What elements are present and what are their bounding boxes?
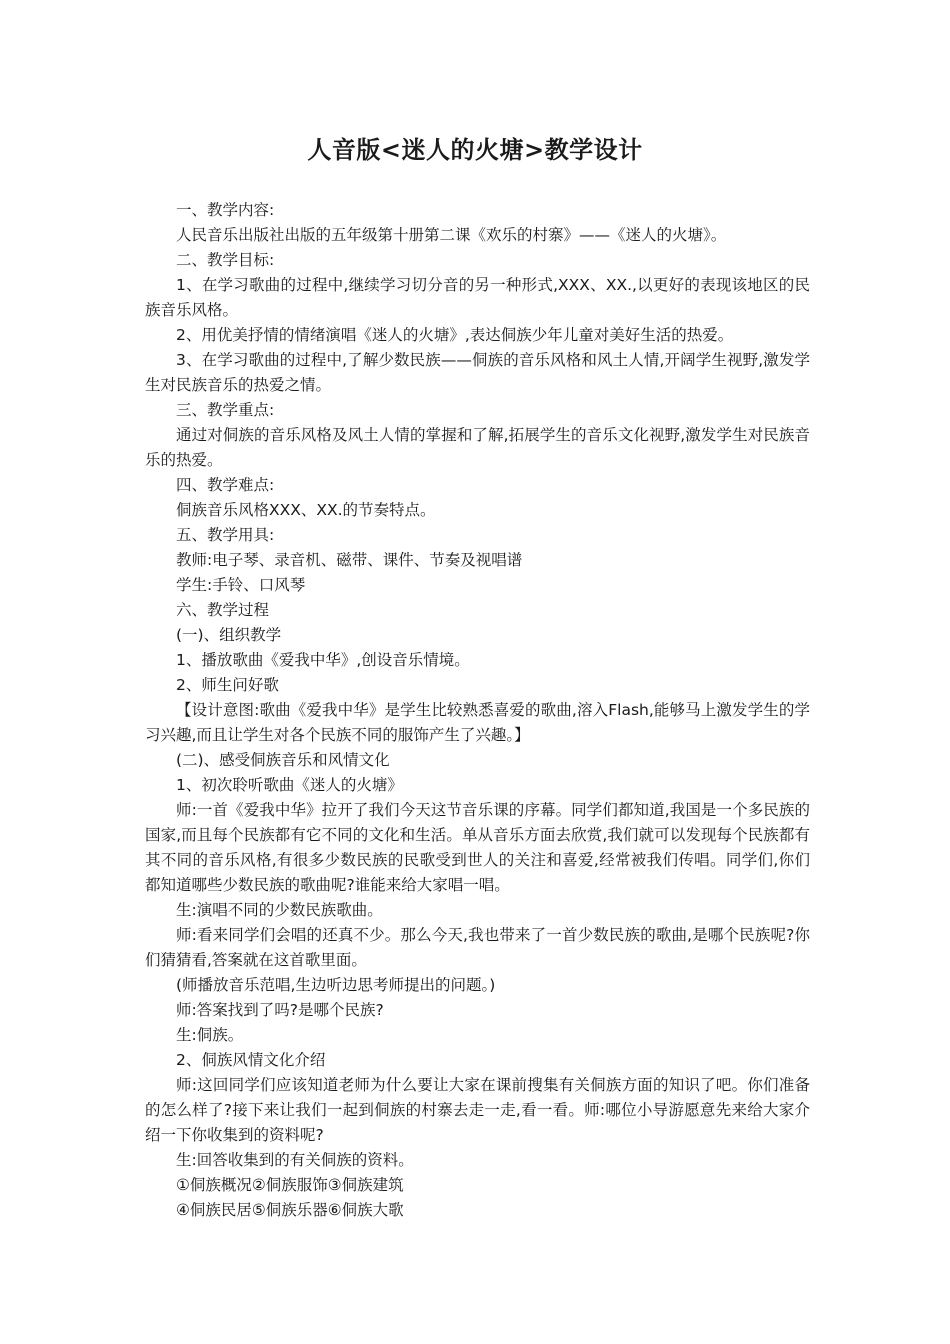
paragraph: 3、在学习歌曲的过程中,了解少数民族——侗族的音乐风格和风土人情,开阔学生视野,激发学生对民族音乐的热爱之情。 bbox=[145, 351, 810, 394]
paragraph: 2、用优美抒情的情绪演唱《迷人的火塘》,表达侗族少年儿童对美好生活的热爱。 bbox=[176, 326, 734, 344]
subsection-heading: (二)、感受侗族音乐和风情文化 bbox=[176, 751, 390, 769]
dialogue-teacher: 师:答案找到了吗?是哪个民族? bbox=[176, 1001, 384, 1019]
paragraph: 2、师生问好歌 bbox=[176, 676, 279, 694]
section-heading: 一、教学内容: bbox=[176, 201, 275, 219]
dialogue-teacher: 师:这回同学们应该知道老师为什么要让大家在课前搜集有关侗族方面的知识了吧。你们准备的怎么样了?接下来让我们一起到侗族的村寨去走一走,看一看。师:哪位小导游愿意先来给大家介绍一下你收集到的资料呢? bbox=[145, 1076, 810, 1144]
paragraph: 1、初次聆听歌曲《迷人的火塘》 bbox=[176, 776, 403, 794]
stage-direction: (师播放音乐范唱,生边听边思考师提出的问题。) bbox=[176, 976, 496, 994]
document-title: 人音版<迷人的火塘>教学设计 bbox=[307, 136, 643, 164]
paragraph: 学生:手铃、口风琴 bbox=[176, 576, 306, 594]
paragraph: 教师:电子琴、录音机、磁带、课件、节奏及视唱谱 bbox=[176, 551, 523, 569]
paragraph: 人民音乐出版社出版的五年级第十册第二课《欢乐的村寨》——《迷人的火塘》。 bbox=[176, 226, 727, 244]
paragraph: 1、播放歌曲《爱我中华》,创设音乐情境。 bbox=[176, 651, 470, 669]
document-body bbox=[145, 198, 810, 1223]
paragraph: 1、在学习歌曲的过程中,继续学习切分音的另一种形式,XXX、XX.,以更好的表现该地区的民族音乐风格。 bbox=[145, 276, 810, 319]
paragraph: 2、侗族风情文化介绍 bbox=[176, 1051, 326, 1069]
dialogue-student: 生:侗族。 bbox=[176, 1026, 244, 1044]
list-line: ①侗族概况②侗族服饰③侗族建筑 bbox=[176, 1176, 404, 1194]
section-heading: 四、教学难点: bbox=[176, 476, 275, 494]
paragraph: 通过对侗族的音乐风格及风土人情的掌握和了解,拓展学生的音乐文化视野,激发学生对民族音乐的热爱。 bbox=[145, 426, 810, 469]
section-heading: 六、教学过程 bbox=[176, 601, 270, 619]
section-heading: 二、教学目标: bbox=[176, 251, 275, 269]
dialogue-teacher: 师:看来同学们会唱的还真不少。那么今天,我也带来了一首少数民族的歌曲,是哪个民族呢?你们猜猜看,答案就在这首歌里面。 bbox=[145, 926, 810, 969]
paragraph: 侗族音乐风格XXX、XX.的节奏特点。 bbox=[176, 501, 436, 519]
subsection-heading: (一)、组织教学 bbox=[176, 626, 282, 644]
section-heading: 三、教学重点: bbox=[176, 401, 275, 419]
design-intent-note: 【设计意图:歌曲《爱我中华》是学生比较熟悉喜爱的歌曲,溶入Flash,能够马上激发学生的学习兴趣,而且让学生对各个民族不同的服饰产生了兴趣。】 bbox=[145, 701, 810, 744]
dialogue-student: 生:演唱不同的少数民族歌曲。 bbox=[176, 901, 383, 919]
list-line: ④侗族民居⑤侗族乐器⑥侗族大歌 bbox=[176, 1201, 404, 1219]
dialogue-student: 生:回答收集到的有关侗族的资料。 bbox=[176, 1151, 414, 1169]
section-heading: 五、教学用具: bbox=[176, 526, 275, 544]
dialogue-teacher: 师:一首《爱我中华》拉开了我们今天这节音乐课的序幕。同学们都知道,我国是一个多民族的国家,而且每个民族都有它不同的文化和生活。单从音乐方面去欣赏,我们就可以发现每个民族都有其不同的音乐风格,有很多少数民族的民歌受到世人的关注和喜爱,经常被我们传唱。同学们,你们都知道哪些少数民族的歌曲呢?谁能来给大家唱一唱。 bbox=[145, 801, 810, 894]
